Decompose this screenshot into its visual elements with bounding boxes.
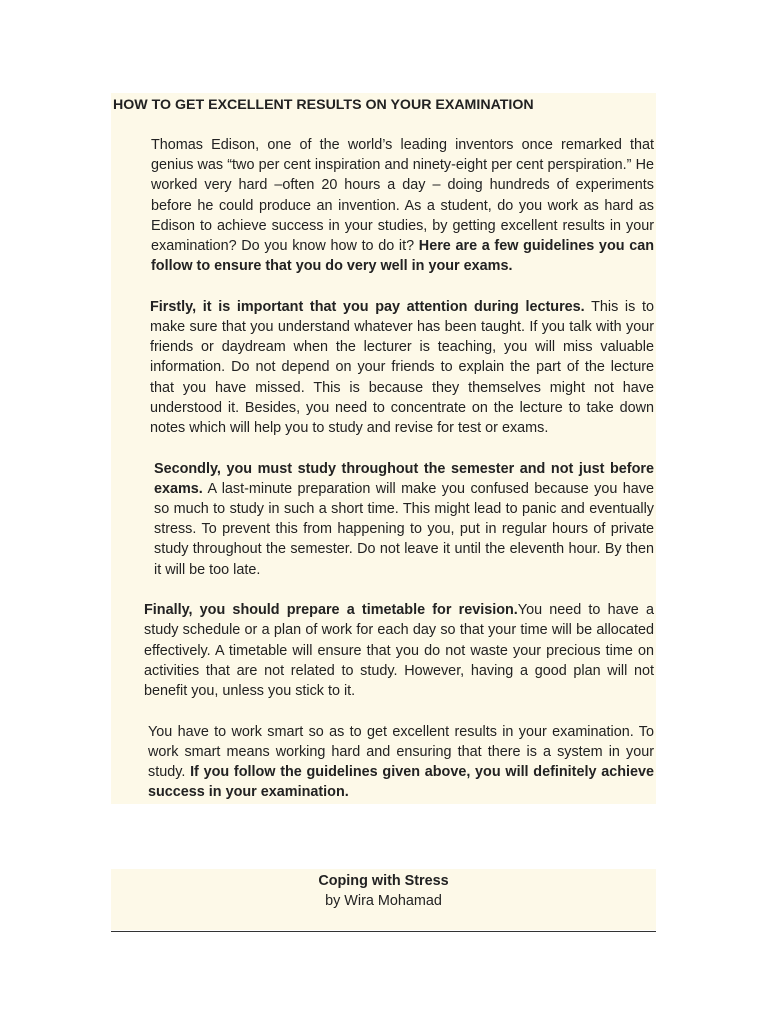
paragraph-conclusion-text: You have to work smart so as to get excellent results in your examination. To work smart means working hard and ensuring that there is a system in your study. — [148, 723, 654, 781]
paragraph-conclusion — [113, 722, 654, 803]
paragraph-intro-text: Thomas Edison, one of the world’s leading inventors once remarked that genius was “two per cent inspiration and ninety-eight per cent perspiration.” He worked very hard –often 20 hours a day – doing hundreds of experiments before he could produce an invention. As a student, do you work as hard as Edison to achieve success in your studies, by getting excellent results in your examination? Do you know how to do it? — [151, 137, 654, 255]
next-article-byline: by Wira Mohamad — [325, 893, 442, 909]
paragraph-firstly-lead: Firstly, it is important that you pay attention during lectures. — [150, 298, 585, 315]
next-article-title: Coping with Stress — [318, 873, 449, 889]
article-title: HOW TO GET EXCELLENT RESULTS ON YOUR EXAMINATION — [113, 97, 534, 113]
paragraph-firstly-text: This is to make sure that you understand whatever has been taught. If you talk with your friends or daydream when the lecturer is teaching, you will miss valuable information. Do not depend on your friends to explain the part of the lecture that you have missed. This is because they themselves might not have understood it. Besides, you need to concentrate on the lecture to take down notes which will help you to study and revise for test or exams. — [150, 298, 654, 437]
article-panel — [111, 93, 656, 804]
paragraph-secondly-lead: Secondly, you must study throughout the semester and not just before exams. — [154, 460, 654, 497]
paragraph-secondly-text: A last-minute preparation will make you confused because you have so much to study in such a short time. This might lead to panic and eventually stress. To prevent this from happening to you, put in regular hours of private study throughout the semester. Do not leave it until the eleventh hour. By then it will be too late. — [154, 480, 654, 578]
paragraph-firstly — [113, 297, 654, 438]
paragraph-intro — [113, 135, 654, 276]
paragraph-finally-lead: Finally, you should prepare a timetable for revision. — [144, 602, 518, 619]
paragraph-intro-bold: Here are a few guidelines you can follow to ensure that you do very well in your exams. — [151, 238, 654, 275]
paragraph-finally-text: You need to have a study schedule or a plan of work for each day so that your time will be allocated effectively. A timetable will ensure that you do not waste your precious time on activities that are not related to study. However, having a good plan will not benefit you, unless you stick to it. — [144, 602, 654, 700]
next-article-header — [111, 869, 656, 930]
paragraph-finally — [113, 600, 654, 701]
section-divider — [111, 931, 656, 932]
paragraph-conclusion-bold: If you follow the guidelines given above, you will definitely achieve success in your examination. — [148, 764, 654, 801]
paragraph-secondly — [113, 459, 654, 580]
